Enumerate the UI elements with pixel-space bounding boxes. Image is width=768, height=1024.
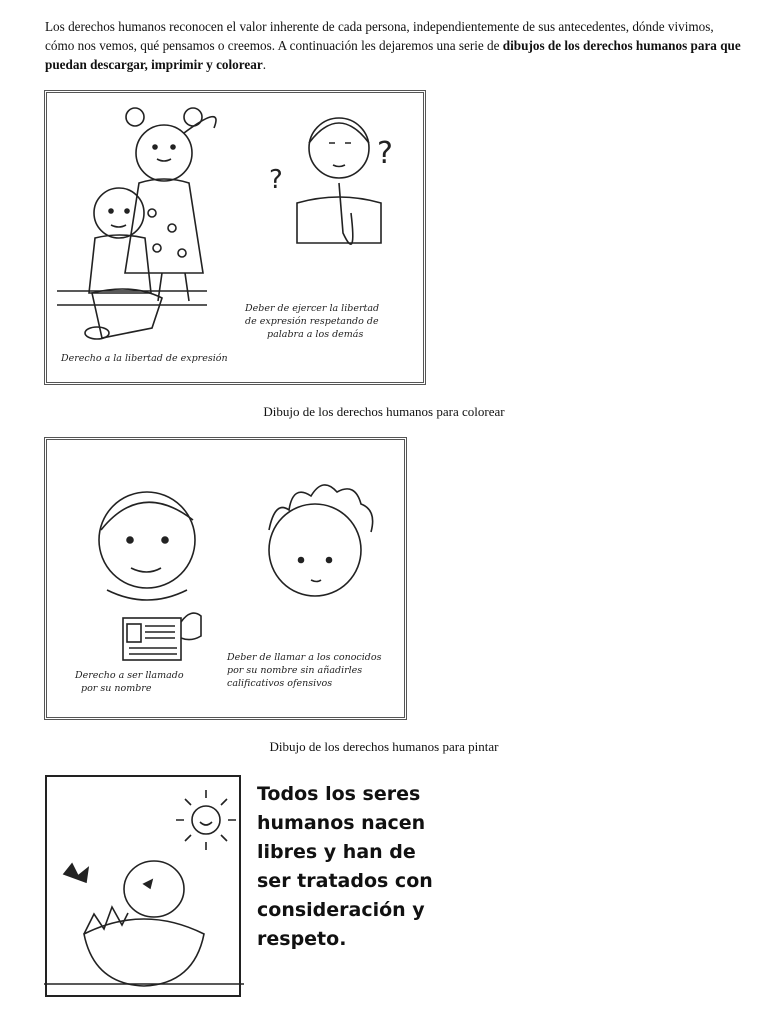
chick-illustration bbox=[44, 774, 244, 998]
freedom-of-expression-illustration bbox=[47, 93, 423, 382]
label-right-to-expression: Derecho a la libertad de expresión bbox=[61, 353, 228, 364]
intro-end: . bbox=[262, 57, 266, 72]
question-mark-icon: ? bbox=[269, 165, 283, 195]
caption-figure-2: Dibujo de los derechos humanos para pintar bbox=[269, 739, 499, 754]
caption-figure-1: Dibujo de los derechos humanos para colorear bbox=[263, 404, 505, 419]
girl-dress bbox=[125, 179, 203, 273]
boy-head bbox=[94, 188, 144, 238]
intro-text: Los derechos humanos reconocen el valor inherente de cada persona, independientemente de sus antecedentes, dónde vivimos, cómo nos vemos, qué pensamos o creemos. A continuación les dejaremos una serie de bbox=[45, 19, 714, 53]
intro-bold-text: dibujos de los derechos humanos para que puedan descargar, imprimir y colorear bbox=[45, 38, 741, 72]
figure-freedom-of-expression bbox=[44, 90, 426, 385]
name-right-illustration bbox=[47, 440, 404, 717]
boy-head bbox=[99, 492, 195, 588]
sun-icon bbox=[192, 806, 220, 834]
chick-body bbox=[124, 861, 184, 917]
girl-head bbox=[136, 125, 192, 181]
figure-free-and-equal bbox=[44, 774, 444, 998]
question-mark-icon: ? bbox=[377, 136, 393, 171]
label-duty-name-line1: Deber de llamar a los conocidos bbox=[227, 652, 382, 663]
label-duty-name-line3: calificativos ofensivos bbox=[227, 678, 333, 689]
label-right-name-line1: Derecho a ser llamado bbox=[75, 670, 184, 681]
label-right-name-line2: por su nombre bbox=[81, 683, 152, 694]
figure-name-right bbox=[44, 437, 407, 720]
eggshell bbox=[84, 919, 204, 986]
thinking-boy-head bbox=[309, 118, 369, 178]
intro-paragraph bbox=[45, 17, 745, 74]
label-duty-line2: de expresión respetando de bbox=[245, 316, 379, 327]
label-duty-line1: Deber de ejercer la libertad bbox=[245, 303, 380, 314]
label-duty-line3: palabra a los demás bbox=[267, 329, 364, 340]
curly-child-head bbox=[269, 504, 361, 596]
label-duty-name-line2: por su nombre sin añadirles bbox=[227, 665, 363, 676]
poster-text: Todos los seres humanos nacen libres y han de ser tratados con consideración y respeto. bbox=[257, 783, 433, 950]
